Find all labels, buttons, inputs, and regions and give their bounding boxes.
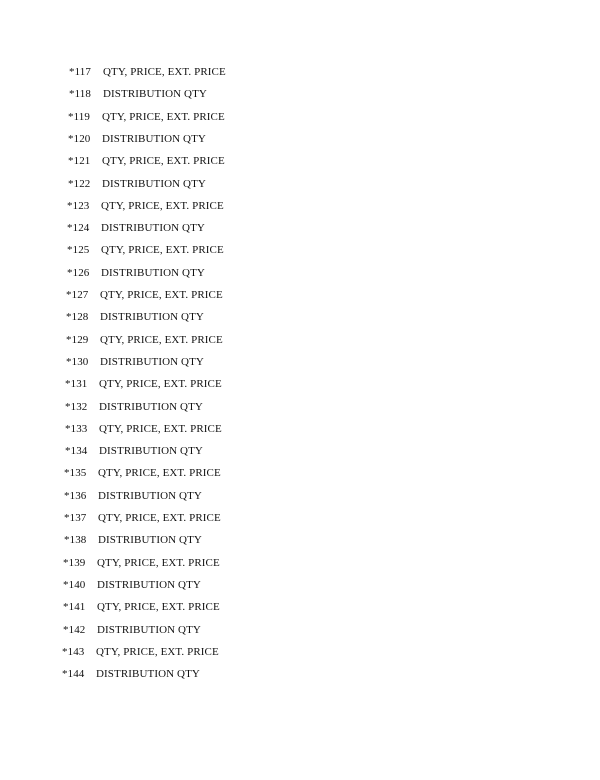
line-text: QTY, PRICE, EXT. PRICE [101,244,224,256]
line-number: *125 [67,244,90,256]
line-number: *139 [63,557,86,569]
line-number: *117 [69,66,91,78]
line-number: *130 [66,356,89,368]
line-number: *131 [65,378,88,390]
line-number: *137 [64,512,87,524]
line-number: *135 [64,467,87,479]
line-text: DISTRIBUTION QTY [98,534,202,546]
line-number: *128 [66,311,89,323]
line-text: DISTRIBUTION QTY [99,445,203,457]
line-number: *144 [62,668,85,680]
line-number: *120 [68,133,91,145]
line-text: DISTRIBUTION QTY [101,267,205,279]
line-number: *133 [65,423,88,435]
line-text: QTY, PRICE, EXT. PRICE [102,111,225,123]
line-text: DISTRIBUTION QTY [97,624,201,636]
line-text: DISTRIBUTION QTY [101,222,205,234]
line-text: QTY, PRICE, EXT. PRICE [97,601,220,613]
line-text: QTY, PRICE, EXT. PRICE [100,289,223,301]
line-number: *124 [67,222,90,234]
line-number: *123 [67,200,90,212]
line-text: QTY, PRICE, EXT. PRICE [103,66,226,78]
line-number: *141 [63,601,86,613]
line-text: QTY, PRICE, EXT. PRICE [98,467,221,479]
line-number: *138 [64,534,87,546]
line-number: *132 [65,401,88,413]
line-text: QTY, PRICE, EXT. PRICE [100,334,223,346]
line-number: *127 [66,289,89,301]
line-text: DISTRIBUTION QTY [103,88,207,100]
line-number: *118 [69,88,91,100]
line-number: *143 [62,646,85,658]
line-text: DISTRIBUTION QTY [102,133,206,145]
line-number: *122 [68,178,91,190]
line-number: *126 [67,267,90,279]
line-text: DISTRIBUTION QTY [100,356,204,368]
line-text: DISTRIBUTION QTY [97,579,201,591]
line-text: QTY, PRICE, EXT. PRICE [99,378,222,390]
line-text: QTY, PRICE, EXT. PRICE [96,646,219,658]
line-number: *121 [68,155,91,167]
line-text: DISTRIBUTION QTY [102,178,206,190]
line-number: *136 [64,490,87,502]
line-number: *142 [63,624,86,636]
line-text: QTY, PRICE, EXT. PRICE [97,557,220,569]
line-number: *140 [63,579,86,591]
line-number: *134 [65,445,88,457]
line-text: QTY, PRICE, EXT. PRICE [99,423,222,435]
line-text: DISTRIBUTION QTY [100,311,204,323]
line-number: *119 [68,111,90,123]
line-text: QTY, PRICE, EXT. PRICE [98,512,221,524]
line-number: *129 [66,334,89,346]
line-text: QTY, PRICE, EXT. PRICE [101,200,224,212]
line-text: DISTRIBUTION QTY [96,668,200,680]
line-text: DISTRIBUTION QTY [99,401,203,413]
line-text: QTY, PRICE, EXT. PRICE [102,155,225,167]
line-text: DISTRIBUTION QTY [98,490,202,502]
